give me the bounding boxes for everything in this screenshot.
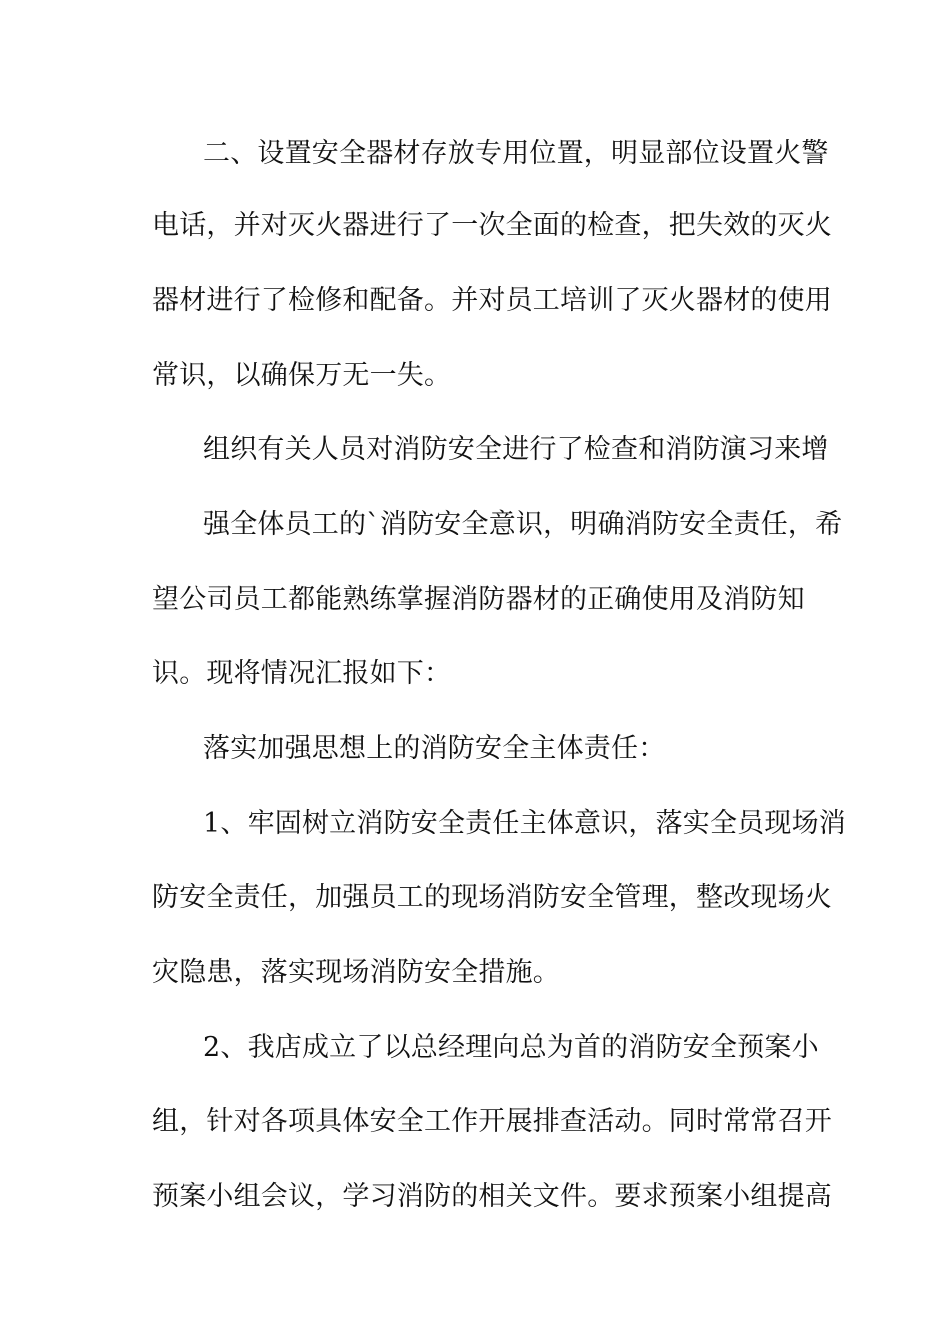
paragraph-line: 器材进行了检修和配备。并对员工培训了灭火器材的使用 (152, 285, 832, 316)
paragraph-line: 望公司员工都能熟练掌握消防器材的正确使用及消防知 (152, 584, 805, 615)
paragraph-line: 2、我店成立了以总经理向总为首的消防安全预案小 (203, 1032, 819, 1063)
paragraph-line: 预案小组会议，学习消防的相关文件。要求预案小组提高 (152, 1181, 832, 1212)
paragraph-line: 灾隐患，落实现场消防安全措施。 (152, 957, 560, 988)
paragraph-line: 二、设置安全器材存放专用位置，明显部位设置火警 (203, 138, 829, 169)
paragraph-line: 组织有关人员对消防安全进行了检查和消防演习来增 (203, 434, 829, 465)
paragraph-line: 常识，以确保万无一失。 (152, 360, 452, 391)
paragraph-line: 组，针对各项具体安全工作开展排查活动。同时常常召开 (152, 1106, 832, 1137)
paragraph-line: 落实加强思想上的消防安全主体责任： (203, 733, 666, 764)
paragraph-line: 防安全责任，加强员工的现场消防安全管理，整改现场火 (152, 882, 832, 913)
paragraph-line: 识。现将情况汇报如下： (152, 658, 452, 689)
paragraph-line: 强全体员工的`消防安全意识，明确消防安全责任，希 (203, 509, 843, 540)
paragraph-line: 电话，并对灭火器进行了一次全面的检查，把失效的灭火 (152, 210, 832, 241)
paragraph-line: 1、牢固树立消防安全责任主体意识，落实全员现场消 (203, 808, 846, 839)
